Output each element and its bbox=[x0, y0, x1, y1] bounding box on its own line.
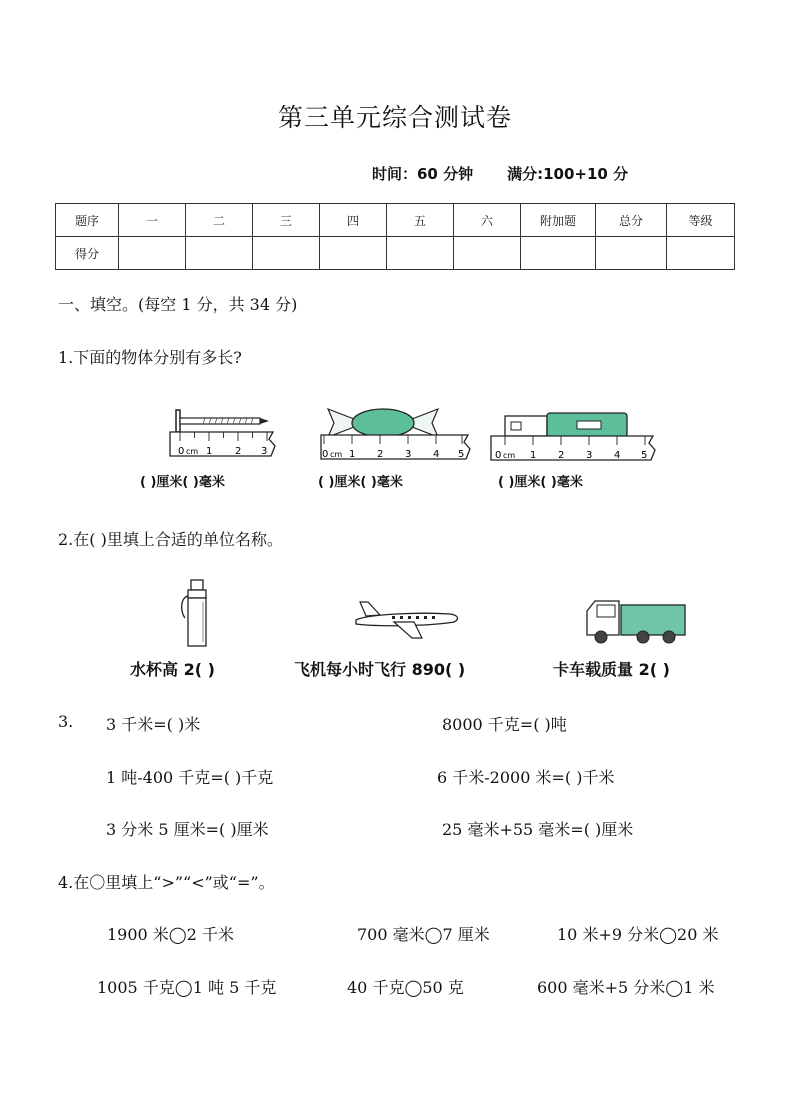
ruler-tick-label: 2 bbox=[235, 446, 242, 457]
score-header-cell: 二 bbox=[186, 204, 253, 237]
water-cup-icon bbox=[175, 578, 215, 650]
ruler-tick-label: 1 bbox=[206, 446, 213, 457]
ruler-tick-label: 5 bbox=[458, 449, 465, 460]
exam-time: 时间：60 分钟 bbox=[372, 165, 474, 183]
compare-item[interactable]: 700 毫米◯7 厘米 bbox=[357, 925, 490, 944]
ruler-unit-label: cm bbox=[330, 450, 343, 459]
ruler-candy-figure bbox=[316, 405, 476, 463]
score-table-header-row bbox=[56, 204, 735, 237]
compare-item[interactable]: 600 毫米+5 分米◯1 米 bbox=[537, 978, 715, 997]
score-header-cell: 等级 bbox=[667, 204, 735, 237]
ruler-unit-label: cm bbox=[503, 451, 516, 460]
ruler-tick-label: 0 bbox=[495, 450, 502, 461]
score-cell[interactable] bbox=[320, 237, 387, 270]
conversion-item[interactable]: 3 分米 5 厘米=( )厘米 bbox=[106, 820, 269, 839]
conversion-item[interactable]: 25 毫米+55 毫米=( )厘米 bbox=[442, 820, 634, 839]
score-cell[interactable] bbox=[119, 237, 186, 270]
airplane-label[interactable]: 飞机每小时飞行 890( ) bbox=[294, 660, 466, 679]
compare-item[interactable]: 1900 米◯2 千米 bbox=[107, 925, 234, 944]
score-cell[interactable] bbox=[596, 237, 667, 270]
full-score: 满分:100+10 分 bbox=[507, 165, 629, 183]
ruler-tick-label: 3 bbox=[586, 450, 593, 461]
candy-body bbox=[352, 409, 414, 437]
conversion-item[interactable]: 6 千米-2000 米=( )千米 bbox=[437, 768, 615, 787]
conversion-item[interactable]: 1 吨-400 千克=( )千克 bbox=[106, 768, 274, 787]
ruler-icon bbox=[170, 432, 275, 457]
candy-icon bbox=[328, 409, 438, 437]
score-header-cell: 一 bbox=[119, 204, 186, 237]
score-row-label: 得分 bbox=[56, 237, 119, 270]
page-title: 第三单元综合测试卷 bbox=[277, 103, 512, 132]
score-header-cell: 总分 bbox=[596, 204, 667, 237]
score-header-cell: 三 bbox=[253, 204, 320, 237]
ruler-unit-label: cm bbox=[186, 447, 199, 456]
ruler-tick-label: 3 bbox=[405, 449, 412, 460]
score-header-cell: 六 bbox=[454, 204, 521, 237]
ruler-answer-2[interactable]: ( )厘米( )毫米 bbox=[318, 475, 403, 490]
score-header-cell: 四 bbox=[320, 204, 387, 237]
question-1: 1.下面的物体分别有多长? bbox=[58, 348, 242, 367]
ruler-tick-label: 3 bbox=[261, 446, 268, 457]
question-4: 4.在〇里填上“>”“<”或“=”。 bbox=[58, 873, 275, 892]
ruler-tick-label: 0 bbox=[322, 449, 329, 460]
question-3-number: 3. bbox=[58, 712, 74, 731]
exam-meta bbox=[372, 163, 628, 184]
ruler-tick-label: 5 bbox=[641, 450, 648, 461]
water-cup-label[interactable]: 水杯高 2( ) bbox=[130, 660, 215, 679]
score-header-cell: 附加题 bbox=[521, 204, 596, 237]
ruler-tick-label: 1 bbox=[349, 449, 356, 460]
airplane-icon bbox=[350, 600, 462, 640]
score-cell[interactable] bbox=[667, 237, 735, 270]
nail-icon bbox=[176, 410, 269, 432]
score-header-cell: 题序 bbox=[56, 204, 119, 237]
compare-item[interactable]: 1005 千克◯1 吨 5 千克 bbox=[97, 978, 277, 997]
compare-item[interactable]: 40 千克◯50 克 bbox=[347, 978, 464, 997]
ruler-nail-figure bbox=[165, 408, 280, 463]
ruler-answer-1[interactable]: ( )厘米( )毫米 bbox=[140, 475, 225, 490]
score-table bbox=[55, 203, 735, 270]
conversion-item[interactable]: 8000 千克=( )吨 bbox=[442, 715, 567, 734]
score-cell[interactable] bbox=[253, 237, 320, 270]
score-header-cell: 五 bbox=[387, 204, 454, 237]
ruler-answer-3[interactable]: ( )厘米( )毫米 bbox=[498, 475, 583, 490]
ruler-tick-label: 2 bbox=[558, 450, 565, 461]
conversion-item[interactable]: 3 千米=( )米 bbox=[106, 715, 201, 734]
section-heading: 一、填空。(每空 1 分，共 34 分) bbox=[58, 295, 298, 314]
score-cell[interactable] bbox=[186, 237, 253, 270]
ruler-icon bbox=[321, 435, 470, 460]
usb-drive-icon bbox=[505, 413, 627, 439]
truck-icon bbox=[583, 597, 689, 645]
score-cell[interactable] bbox=[387, 237, 454, 270]
ruler-tick-label: 2 bbox=[377, 449, 384, 460]
ruler-tick-label: 4 bbox=[614, 450, 621, 461]
truck-cargo bbox=[621, 605, 685, 635]
ruler-tick-label: 0 bbox=[178, 446, 185, 457]
truck-label[interactable]: 卡车载质量 2( ) bbox=[553, 660, 670, 679]
ruler-tick-label: 1 bbox=[530, 450, 537, 461]
compare-item[interactable]: 10 米+9 分米◯20 米 bbox=[557, 925, 719, 944]
score-cell[interactable] bbox=[521, 237, 596, 270]
question-2: 2.在( )里填上合适的单位名称。 bbox=[58, 530, 283, 549]
score-table-score-row bbox=[56, 237, 735, 270]
ruler-tick-label: 4 bbox=[433, 449, 440, 460]
score-cell[interactable] bbox=[454, 237, 521, 270]
ruler-usb-figure bbox=[489, 408, 659, 463]
ruler-icon bbox=[491, 436, 655, 461]
